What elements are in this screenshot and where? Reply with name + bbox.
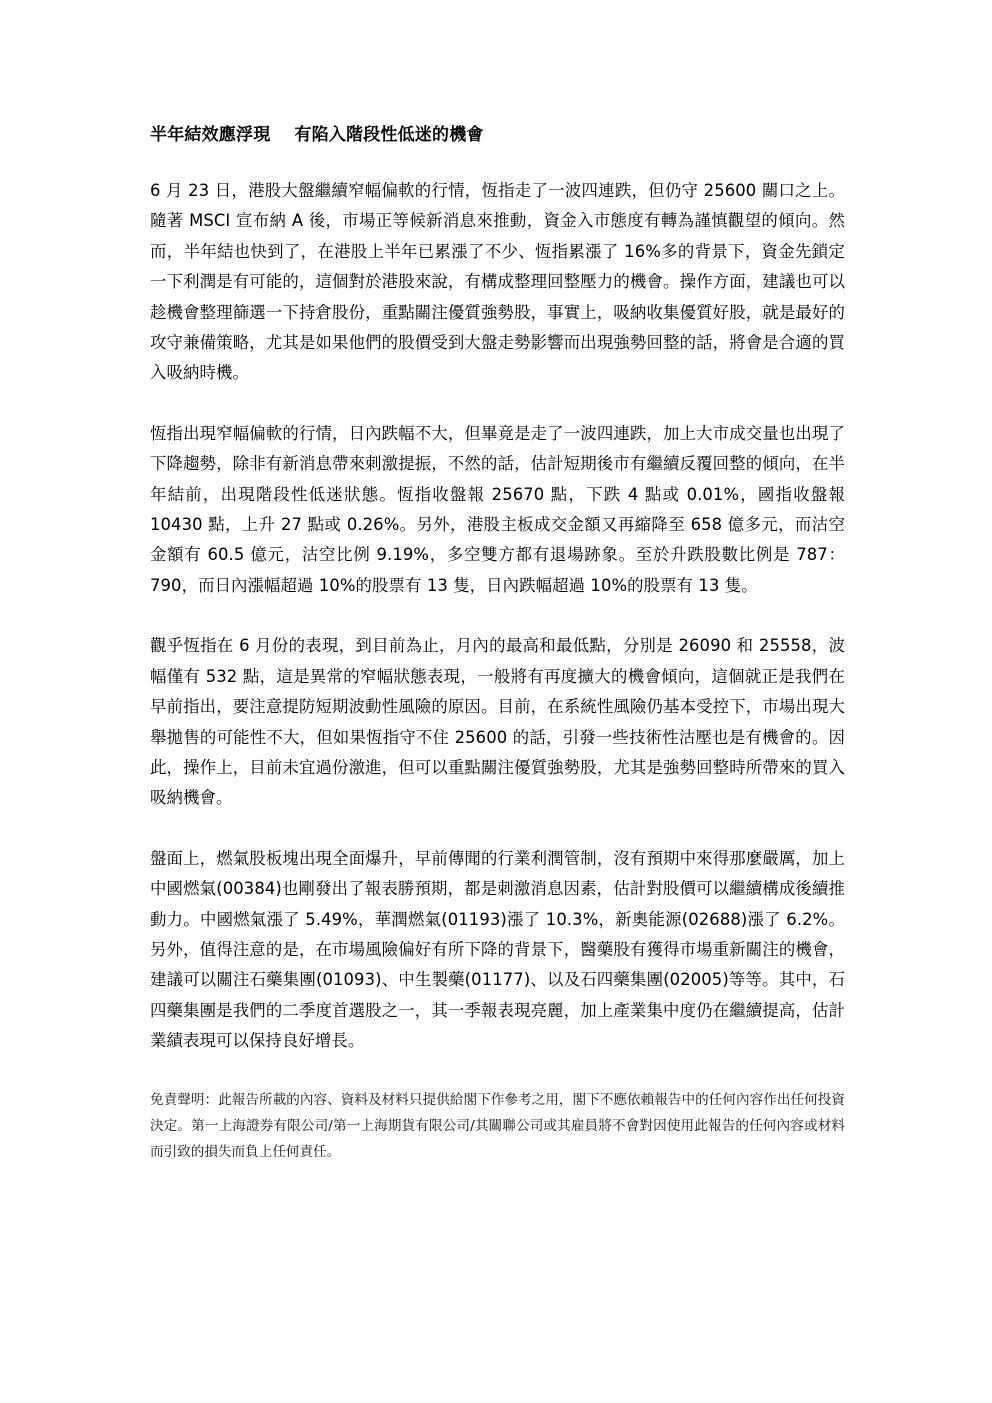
disclaimer: 免責聲明：此報告所載的內容、資料及材料只提供給閣下作參考之用，閣下不應依賴報告中的任何內容作出任何投資決定。第一上海證券有限公司/第一上海期貨有限公司/其關聯公司或其雇員將不會對因使用此報告的任何內容或材料而引致的損失而負上任何責任。 — [150, 1091, 845, 1160]
document-page — [150, 120, 845, 1178]
article-title — [150, 120, 845, 150]
article-title-part2: 有陷入階段性低迷的機會 — [294, 125, 484, 145]
article-title-part1: 半年結效應浮現 — [150, 125, 271, 145]
paragraph-june-range: 觀乎恆指在 6 月份的表現，到目前為止，月內的最高和最低點，分別是 26090 和 25558，波幅僅有 532 點，這是異常的窄幅狀態表現，一般將有再度擴大的機會傾向，這個就正是我們在早前指出，要注意提防短期波動性風險的原因。目前，在系統性風險仍基本受控下，市場出現大舉拋售的可能性不大，但如果恆指守不住 25600 的話，引發一些技術性沽壓也是有機會的。因此，操作上，目前未宜過份激進，但可以重點關注優質強勢股，尤其是強勢回整時所帶來的買入吸納機會。 — [150, 636, 845, 808]
paragraph-index-performance: 恆指出現窄幅偏軟的行情，日內跌幅不大，但畢竟是走了一波四連跌，加上大市成交量也出現了下降趨勢，除非有新消息帶來刺激提振，不然的話，估計短期後市有繼續反覆回整的傾向，在半年結前，出現階段性低迷狀態。恆指收盤報 25670 點，下跌 4 點或 0.01%，國指收盤報 10430 點，上升 27 點或 0.26%。另外，港股主板成交金額又再縮降至 658 億多元，而沽空金額有 60.5 億元，沽空比例 9.19%，多空雙方都有退場跡象。至於升跌股數比例是 787：790，而日內漲幅超過 10%的股票有 13 隻，日內跌幅超過 10%的股票有 13 隻。 — [150, 423, 845, 595]
paragraph-sector-focus: 盤面上，燃氣股板塊出現全面爆升，早前傳聞的行業利潤管制，沒有預期中來得那麼嚴厲，加上中國燃氣(00384)也剛發出了報表勝預期，都是刺激消息因素，估計對股價可以繼續構成後續推動力。中國燃氣漲了 5.49%，華潤燃氣(01193)漲了 10.3%，新奧能源(02688)漲了 6.2%。另外，值得注意的是，在市場風險偏好有所下降的背景下，醫藥股有獲得市場重新關注的機會，建議可以關注石藥集團(01093)、中生製藥(01177)、以及石四藥集團(02005)等等。其中，石四藥集團是我們的二季度首選股之一，其一季報表現亮麗，加上產業集中度仍在繼續提高，估計業績表現可以保持良好增長。 — [150, 848, 845, 1051]
paragraph-market-overview: 6 月 23 日，港股大盤繼續窄幅偏軟的行情，恆指走了一波四連跌，但仍守 25600 關口之上。隨著 MSCI 宣布納 A 後，市場正等候新消息來推動，資金入市態度有轉為謹慎觀望的傾向。然而，半年結也快到了，在港股上半年已累漲了不少、恆指累漲了 16%多的背景下，資金先鎖定一下利潤是有可能的，這個對於港股來說，有構成整理回整壓力的機會。操作方面，建議也可以趁機會整理篩選一下持倉股份，重點關注優質強勢股，事實上，吸納收集優質好股，就是最好的攻守兼備策略，尤其是如果他們的股價受到大盤走勢影響而出現強勢回整的話，將會是合適的買入吸納時機。 — [150, 181, 845, 383]
